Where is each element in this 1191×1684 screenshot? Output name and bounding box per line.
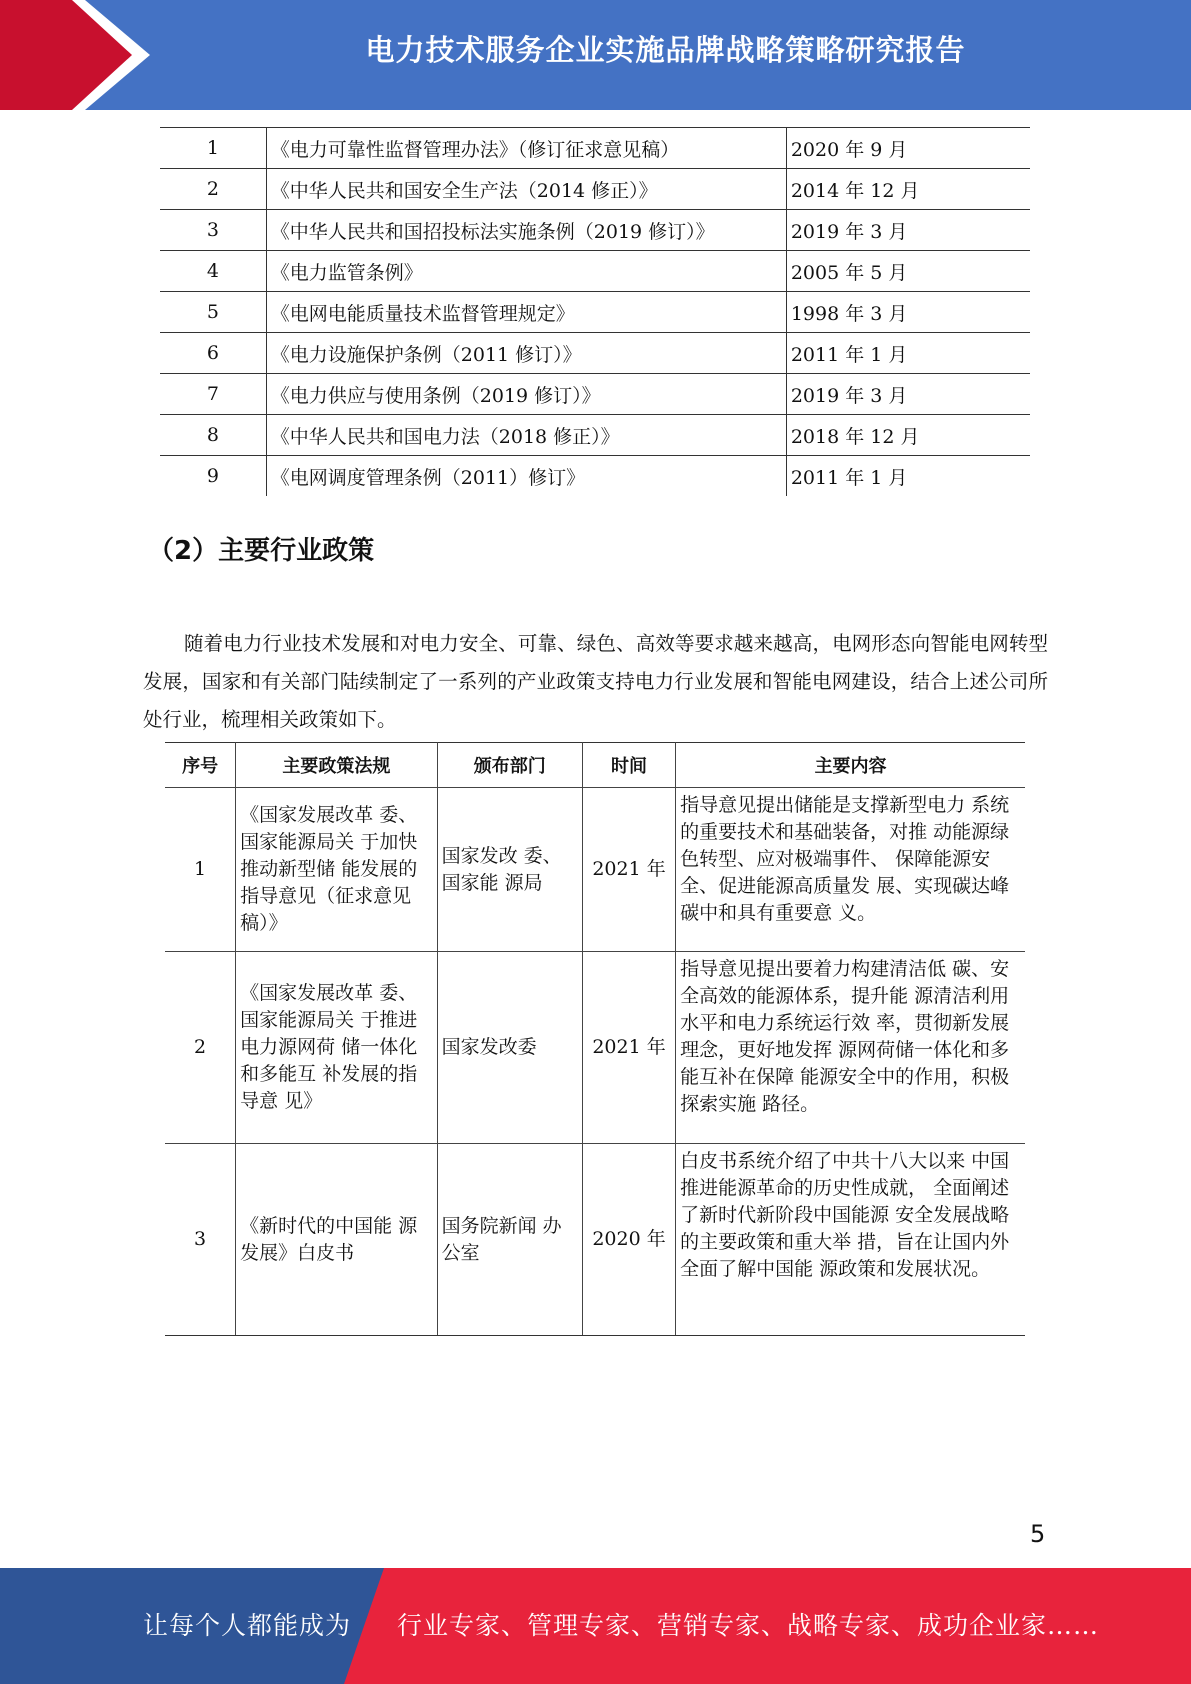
row-number: 2 xyxy=(160,169,266,210)
footer-slogan-left: 让每个人都能成为 xyxy=(143,1611,352,1640)
regulation-date: 2019 年 3 月 xyxy=(786,374,1030,415)
page-number: 5 xyxy=(1030,1520,1046,1548)
table-row xyxy=(160,292,1030,333)
regulation-date: 2020 年 9 月 xyxy=(786,128,1030,169)
table-row xyxy=(165,788,1025,952)
regulation-date: 2005 年 5 月 xyxy=(786,251,1030,292)
regulation-date: 2011 年 1 月 xyxy=(786,333,1030,374)
regulation-date: 2011 年 1 月 xyxy=(790,466,908,489)
table-row xyxy=(160,128,1030,169)
row-number: 8 xyxy=(160,415,266,456)
report-title: 电力技术服务企业实施品牌战略策略研究报告 xyxy=(365,33,966,67)
row-number: 2 xyxy=(165,952,236,1144)
issuing-department: 国家发改委 xyxy=(437,952,582,1144)
table-row xyxy=(160,456,1030,497)
body-paragraph: 随着电力行业技术发展和对电力安全、可靠、绿色、高效等要求越来越高，电网形态向智能电网转型发展，国家和有关部门陆续制定了一系列的产业政策支持电力行业发展和智能电网建设，结合上述公司所处行业，梳理相关政策如下。 xyxy=(143,631,1048,731)
column-header-number: 序号 xyxy=(165,743,236,788)
regulation-name: 《中华人民共和国招投标法实施条例（2019 修订）》 xyxy=(266,210,786,251)
table-row xyxy=(160,374,1030,415)
page-header xyxy=(0,0,1191,110)
row-number: 5 xyxy=(160,292,266,333)
column-header-content: 主要内容 xyxy=(676,743,1025,788)
issuing-department: 国务院新闻 办公室 xyxy=(437,1144,582,1336)
table-row xyxy=(165,1144,1025,1336)
regulation-date: 2018 年 12 月 xyxy=(786,415,1030,456)
policy-name: 《新时代的中国能 源发展》白皮书 xyxy=(236,1144,437,1336)
row-number: 3 xyxy=(160,210,266,251)
regulation-name: 《中华人民共和国安全生产法（2014 修正）》 xyxy=(266,169,786,210)
row-number: 7 xyxy=(160,374,266,415)
policy-content: 指导意见提出要着力构建清洁低 碳、安全高效的能源体系，提升能 源清洁利用水平和电力系统运行效 率，贯彻新发展理念，更好地发挥 源网荷储一体化和多能互补在保障 能源安全中的作用，积极探索实施 路径。 xyxy=(676,952,1025,1144)
row-number: 4 xyxy=(160,251,266,292)
column-header-policy: 主要政策法规 xyxy=(236,743,437,788)
table-row xyxy=(160,251,1030,292)
regulation-name: 《电网调度管理条例（2011）修订》 xyxy=(266,456,786,497)
header-chevron-decoration xyxy=(0,0,150,110)
column-header-department: 颁布部门 xyxy=(437,743,582,788)
issue-time: 2021 年 xyxy=(582,788,675,952)
table-row xyxy=(160,169,1030,210)
regulation-name: 《电网电能质量技术监督管理规定》 xyxy=(266,292,786,333)
regulation-name: 《中华人民共和国电力法（2018 修正）》 xyxy=(266,415,786,456)
policy-content: 指导意见提出储能是支撑新型电力 系统的重要技术和基础装备，对推 动能源绿色转型、应对极端事件、 保障能源安全、促进能源高质量发 展、实现碳达峰碳中和具有重要意 义。 xyxy=(676,788,1025,952)
policy-table xyxy=(165,742,1025,1336)
regulation-date: 2014 年 12 月 xyxy=(786,169,1030,210)
row-number: 6 xyxy=(160,333,266,374)
row-number: 9 xyxy=(160,456,266,497)
footer-slogan-right: 行业专家、管理专家、营销专家、战略专家、成功企业家…… xyxy=(397,1611,1100,1640)
row-number: 3 xyxy=(165,1144,236,1336)
table-row xyxy=(165,952,1025,1144)
regulation-name: 《电力设施保护条例（2011 修订）》 xyxy=(266,333,786,374)
table-header-row xyxy=(165,743,1025,788)
regulation-date: 2019 年 3 月 xyxy=(786,210,1030,251)
issue-time: 2021 年 xyxy=(582,952,675,1144)
table-row xyxy=(160,333,1030,374)
regulation-date: 1998 年 3 月 xyxy=(786,292,1030,333)
page-footer xyxy=(0,1568,1191,1684)
row-number: 1 xyxy=(160,128,266,169)
regulation-name: 《电力可靠性监督管理办法》（修订征求意见稿） xyxy=(266,128,786,169)
table-row xyxy=(160,415,1030,456)
regulations-table xyxy=(160,127,1030,496)
policy-name: 《国家发展改革 委、国家能源局关 于加快推动新型储 能发展的指导意见（征求意见稿）》 xyxy=(236,788,437,952)
regulation-name: 《电力供应与使用条例（2019 修订）》 xyxy=(266,374,786,415)
policy-content: 白皮书系统介绍了中共十八大以来 中国推进能源革命的历史性成就， 全面阐述了新时代新阶段中国能源 安全发展战略的主要政策和重大举 措，旨在让国内外全面了解中国能 源政策和发展状况。 xyxy=(676,1144,1025,1336)
policy-name: 《国家发展改革 委、国家能源局关 于推进电力源网荷 储一体化和多能互 补发展的指导意 见》 xyxy=(236,952,437,1144)
table-row xyxy=(160,210,1030,251)
column-header-time: 时间 xyxy=(582,743,675,788)
issuing-department: 国家发改 委、国家能 源局 xyxy=(437,788,582,952)
issue-time: 2020 年 xyxy=(582,1144,675,1336)
row-number: 1 xyxy=(165,788,236,952)
section-heading: （2）主要行业政策 xyxy=(148,536,375,566)
regulation-name: 《电力监管条例》 xyxy=(266,251,786,292)
